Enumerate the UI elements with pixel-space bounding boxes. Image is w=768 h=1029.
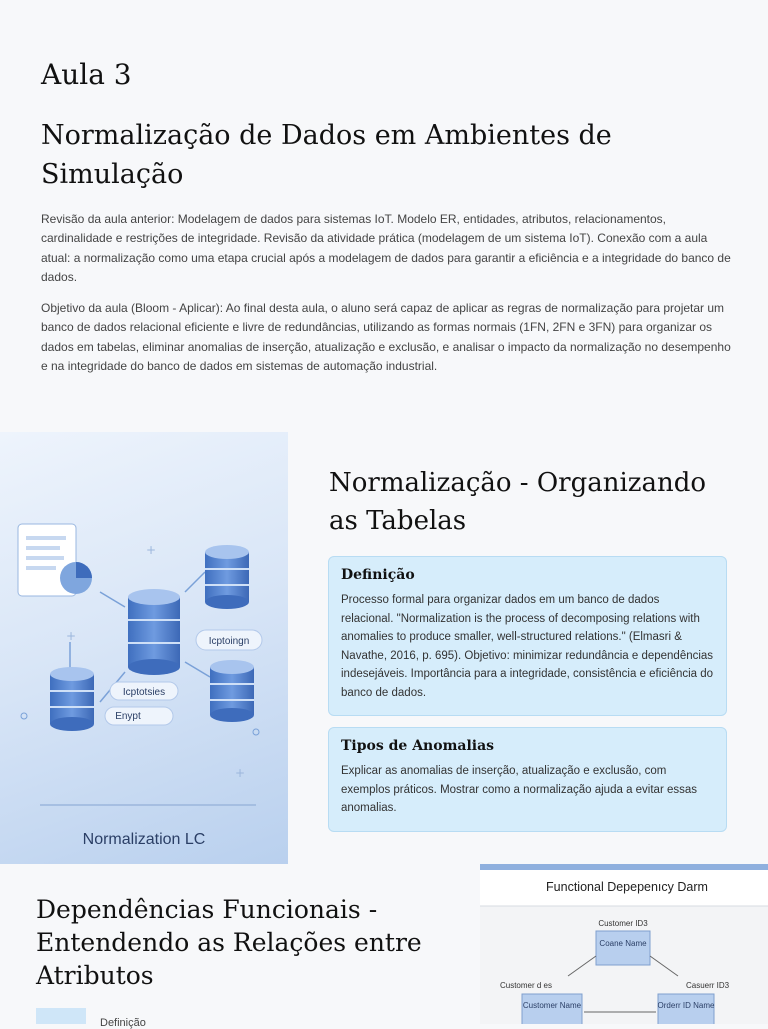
database-icon-right — [210, 660, 254, 722]
image-label-2: Icptotsies — [122, 687, 166, 698]
svg-text:+: + — [235, 766, 246, 780]
image-caption: Normalization LC — [82, 831, 206, 848]
section-title-dependencies: Dependências Funcionais - Entendendo as Relações entre Atributos — [36, 895, 422, 990]
diagram-title: Functional Depepenıcy Darm — [546, 880, 708, 894]
normalization-illustration — [0, 432, 288, 864]
diagram-right-box: Orderr ID Name — [657, 1001, 715, 1010]
definition-label: Definição — [100, 1017, 146, 1029]
svg-text:+: + — [146, 543, 157, 557]
definition-icon — [36, 1008, 86, 1024]
database-icon-top-right — [205, 545, 249, 609]
anomalies-text: Explicar as anomalias de inserção, atualização e exclusão, com exemplos práticos. Mostrar como a normalização ajuda a evitar essas anomalias. — [341, 765, 698, 815]
database-icon-left — [50, 667, 94, 731]
functional-dependency-diagram — [480, 864, 768, 1024]
definition-text: Processo formal para organizar dados em um banco de dados relacional. "Normalization is the process of decomposing relations with anomalies to produce smaller, well-structured relations." (Elmasri & Navathe, 2016, p. 695). Objetivo: minimizar redundância e dependências indesejáveis. Importância para a integridade, consistência e eficiência do banco de dados. — [341, 594, 714, 699]
page-title: Normalização de Dados em Ambientes de Simulação — [41, 120, 612, 190]
anomalies-heading: Tipos de Anomalias — [341, 738, 495, 754]
database-illustration-graphic — [0, 432, 288, 864]
diagram-graphic — [480, 864, 768, 1024]
review-paragraph: Revisão da aula anterior: Modelagem de dados para sistemas IoT. Modelo ER, entidades, atributos, relacionamentos, cardinalidade e restrições de integridade. Revisão da atividade prática (modelagem de um sistema IoT). Conexão com a aula atual: a normalização como uma etapa crucial após a modelagem de dados para garantir a eficiência e a integridade do banco de dados. — [41, 212, 731, 285]
document-icon — [18, 524, 92, 596]
diagram-top-label: Customer ID3 — [598, 919, 648, 928]
svg-text:+: + — [66, 629, 77, 643]
database-icon-center — [128, 589, 180, 675]
diagram-right-label: Casuerr ID3 — [686, 981, 730, 990]
image-label-3: Enypt — [115, 711, 141, 722]
definition-card — [328, 556, 727, 716]
anomalies-card — [328, 727, 727, 832]
objective-paragraph: Objetivo da aula (Bloom - Aplicar): Ao final desta aula, o aluno será capaz de aplicar as regras de normalização para projetar um banco de dados relacional eficiente e livre de redundâncias, utilizando as formas normais (1FN, 2FN e 3FN) para organizar os dados em tabelas, eliminar anomalias de inserção, atualização e exclusão, e analisar o impacto da normalização no desempenho e na integridade do banco de dados em sistemas de automação industrial. — [41, 301, 731, 374]
definition-heading: Definição — [341, 567, 415, 583]
section-title-normalization: Normalização - Organizando as Tabelas — [329, 468, 707, 536]
lesson-number: Aula 3 — [41, 58, 132, 91]
diagram-left-label: Customer d es — [499, 981, 553, 990]
diagram-left-box: Customer Name — [522, 1001, 582, 1010]
image-label-1: Icptoingn — [208, 636, 250, 647]
diagram-top-box: Coane Name — [599, 939, 647, 948]
